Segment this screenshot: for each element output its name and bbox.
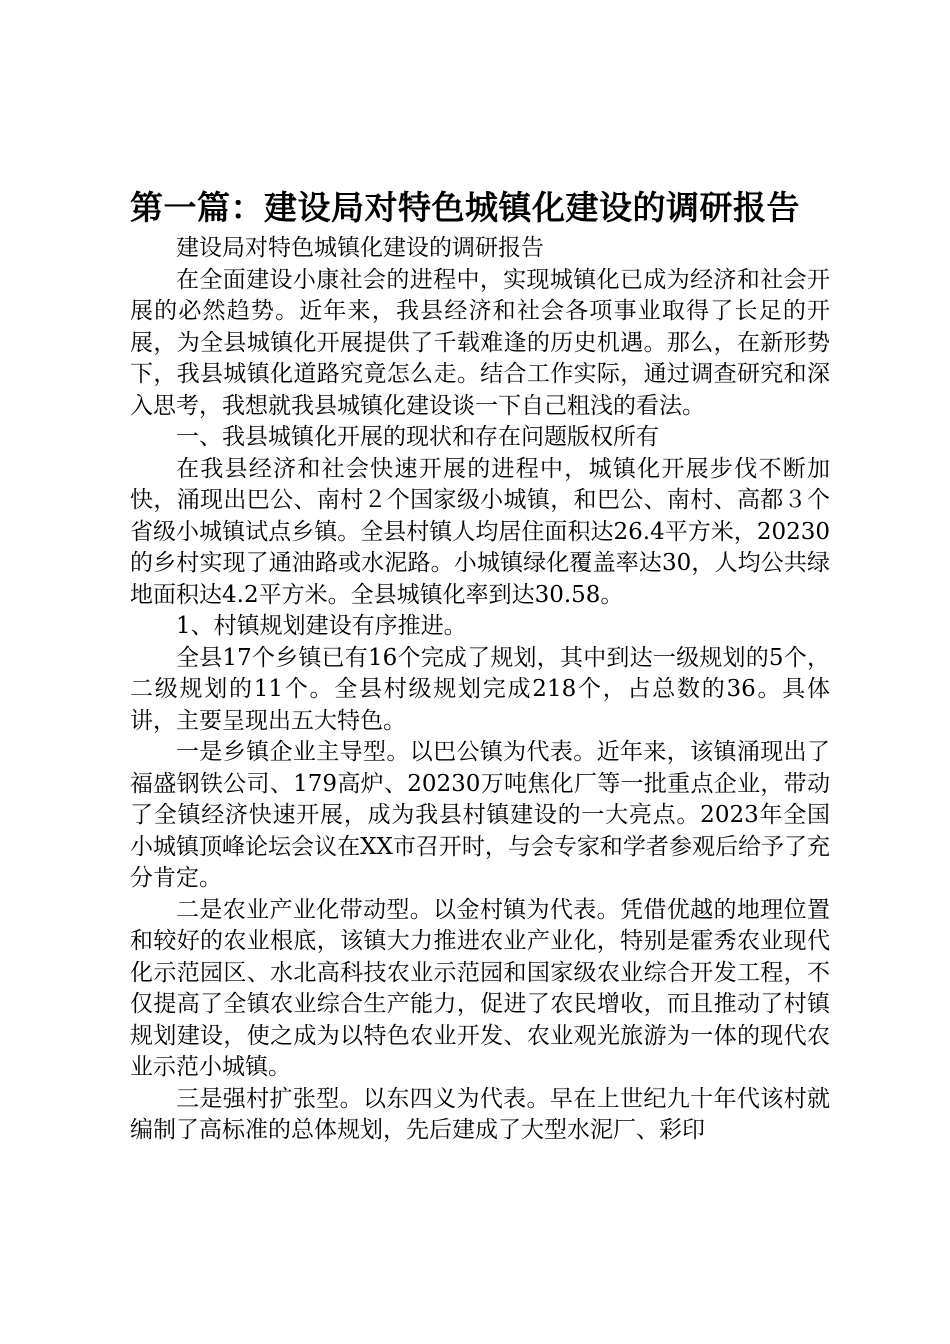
paragraph-feature-one: 一是乡镇企业主导型。以巴公镇为代表。近年来，该镇涌现出了福盛钢铁公司、179高炉、20230万吨焦化厂等一批重点企业，带动了全镇经济快速开展，成为我县村镇建设的一大亮点。2023年全国小城镇顶峰论坛会议在XX市召开时，与会专家和学者参观后给予了充分肯定。 bbox=[130, 739, 830, 891]
document-body bbox=[130, 233, 830, 1147]
paragraph-subtitle: 建设局对特色城镇化建设的调研报告 bbox=[176, 235, 544, 261]
paragraph-intro: 在全面建设小康社会的进程中，实现城镇化已成为经济和社会开展的必然趋势。近年来，我县经济和社会各项事业取得了长足的开展，为全县城镇化开展提供了千载难逢的历史机遇。那么，在新形势下，我县城镇化道路究竟怎么走。结合工作实际，通过调查研究和深入思考，我想就我县城镇化建设谈一下自己粗浅的看法。 bbox=[130, 266, 830, 419]
subsection-heading-planning: 1、村镇规划建设有序推进。 bbox=[176, 613, 467, 639]
paragraph-planning: 全县17个乡镇已有16个完成了规划，其中到达一级规划的5个，二级规划的11个。全县村级规划完成218个，占总数的36。具体讲，主要呈现出五大特色。 bbox=[130, 644, 830, 734]
paragraph-status: 在我县经济和社会快速开展的进程中，城镇化开展步伐不断加快，涌现出巴公、南村２个国家级小城镇，和巴公、南村、高都３个省级小城镇试点乡镇。全县村镇人均居住面积达26.4平方米，20230的乡村实现了通油路或水泥路。小城镇绿化覆盖率达30，人均公共绿地面积达4.2平方米。全县城镇化率到达30.58。 bbox=[130, 455, 830, 608]
document-title: 第一篇：建设局对特色城镇化建设的调研报告 bbox=[130, 188, 800, 227]
paragraph-feature-three: 三是强村扩张型。以东四义为代表。早在上世纪九十年代该村就编制了高标准的总体规划，先后建成了大型水泥厂、彩印 bbox=[130, 1085, 830, 1143]
paragraph-feature-two: 二是农业产业化带动型。以金村镇为代表。凭借优越的地理位置和较好的农业根底，该镇大力推进农业产业化，特别是霍秀农业现代化示范园区、水北高科技农业示范园和国家级农业综合开发工程，不仅提高了全镇农业综合生产能力，促进了农民增收，而且推动了村镇规划建设，使之成为以特色农业开发、农业观光旅游为一体的现代农业示范小城镇。 bbox=[130, 896, 830, 1080]
section-heading-status: 一、我县城镇化开展的现状和存在问题版权所有 bbox=[176, 424, 659, 450]
